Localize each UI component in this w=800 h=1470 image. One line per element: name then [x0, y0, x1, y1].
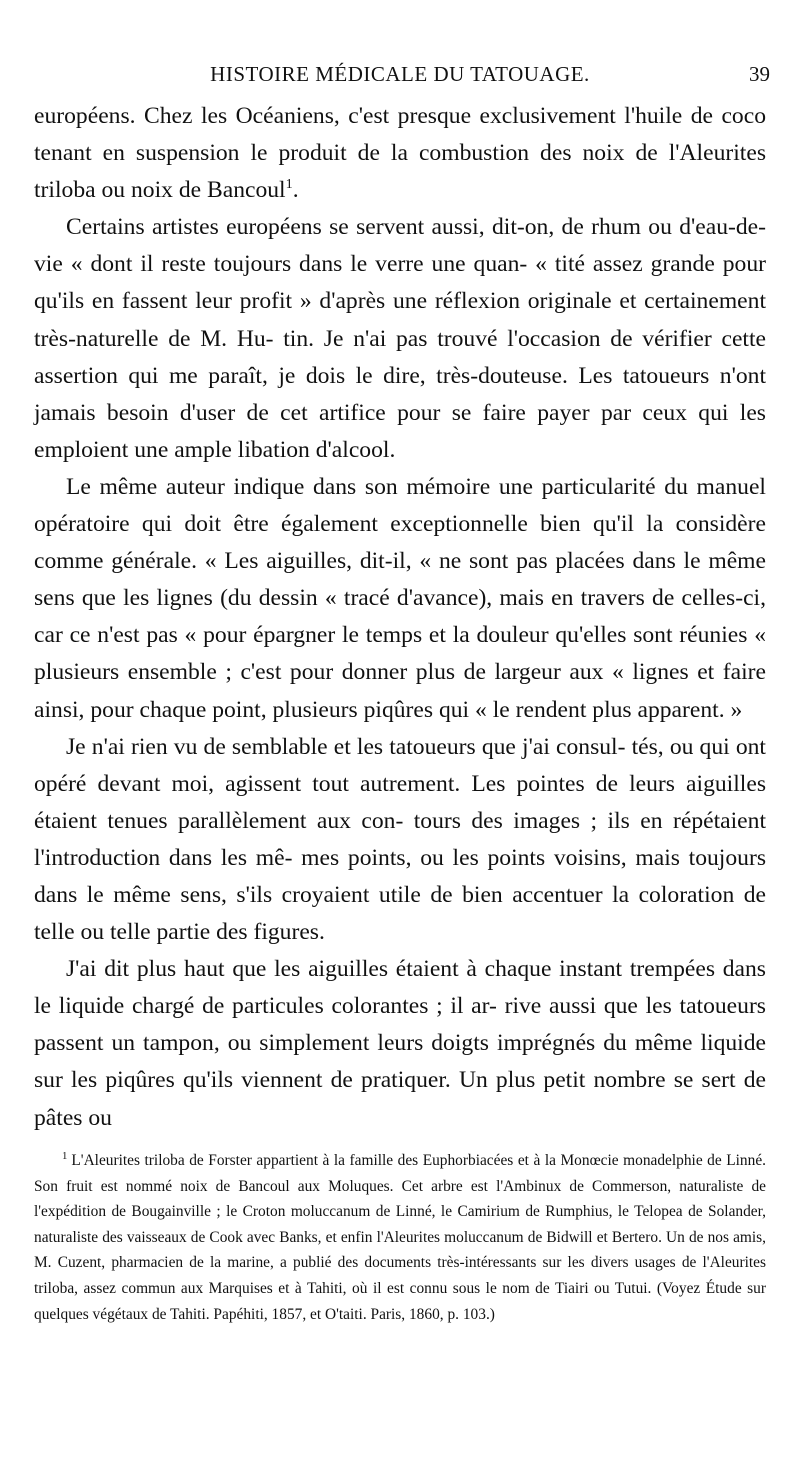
paragraph-5: J'ai dit plus haut que les aiguilles étaient à chaque instant trempées dans le liquide chargé de particules colorantes ; il ar- rive aussi que les tatoueurs passent un tampon, ou simplement leurs doigts imprégnés du même liquide sur les piqûres qu'ils viennent de pratiquer. Un plus petit nombre se sert de pâtes ou — [34, 956, 766, 1131]
running-header — [30, 60, 770, 96]
paragraph-1-end: . — [292, 177, 299, 204]
footnote-text: L'Aleurites triloba de Forster appartient à la famille des Euphorbiacées et à la Monœcie monadelphie de Linné. Son fruit est nommé noix de Bancoul aux Moluques. Cet arbre est l'Ambinux de Commerson, naturaliste de l'expédition de Bougainville ; le Croton moluccanum de Linné, le Camirium de Rumphius, le Telopea de Solander, naturaliste des vaisseaux de Cook avec Banks, et enfin l'Aleurites moluccanum de Bidwill et Bertero. Un de nos amis, M. Cuzent, pharmacien de la marine, a publié des documents très-intéressants sur les divers usages de l'Aleurites triloba, assez commun aux Marquises et à Tahiti, où il est connu sous le nom de Tiairi ou Tutui. (Voyez Étude sur quelques végétaux de Tahiti. Papéhiti, 1857, et O'taiti. Paris, 1860, p. 103.) — [34, 1152, 766, 1323]
running-title: HISTOIRE MÉDICALE DU TATOUAGE. — [210, 62, 590, 86]
footnote-1 — [34, 1148, 766, 1327]
paragraph-2: Certains artistes européens se servent aussi, dit-on, de rhum ou d'eau-de-vie « dont il reste toujours dans le verre une quan- « tité assez grande pour qu'ils en fassent leur profit » d'après une réflexion originale et certainement très-naturelle de M. Hu- tin. Je n'ai pas trouvé l'occasion de vérifier cette assertion qui me paraît, je dois le dire, très-douteuse. Les tatoueurs n'ont jamais besoin d'user de cet artifice pour se faire payer par ceux qui les emploient une ample libation d'alcool. — [34, 214, 766, 463]
paragraph-1 — [34, 98, 766, 209]
paragraph-1-text: européens. Chez les Océaniens, c'est presque exclusivement l'huile de coco tenant en suspension le produit de la combustion des noix de l'Aleurites triloba ou noix de Bancoul — [34, 103, 766, 204]
body-text — [34, 98, 766, 1137]
page-number: 39 — [749, 62, 770, 86]
footnotes — [34, 1148, 766, 1327]
footnote-number: 1 — [62, 1149, 68, 1162]
paragraph-3: Le même auteur indique dans son mémoire une particularité du manuel opératoire qui doit être également exceptionnelle bien qu'il la considère comme générale. « Les aiguilles, dit-il, « ne sont pas placées dans le même sens que les lignes (du dessin « tracé d'avance), mais en travers de celles-ci, car ce n'est pas « pour épargner le temps et la douleur qu'elles sont réunies « plusieurs ensemble ; c'est pour donner plus de largeur aux « lignes et faire ainsi, pour chaque point, plusieurs piqûres qui « le rendent plus apparent. » — [34, 473, 766, 723]
footnote-reference: 1 — [285, 176, 293, 193]
paragraph-4: Je n'ai rien vu de semblable et les tatoueurs que j'ai consul- tés, ou qui ont opéré devant moi, agissent tout autrement. Les pointes de leurs aiguilles étaient tenues parallèlement aux con- tours des images ; ils en répétaient l'introduction dans les mê- mes points, ou les points voisins, mais toujours dans le même sens, s'ils croyaient utile de bien accentuer la coloration de telle ou telle partie des figures. — [34, 733, 766, 946]
